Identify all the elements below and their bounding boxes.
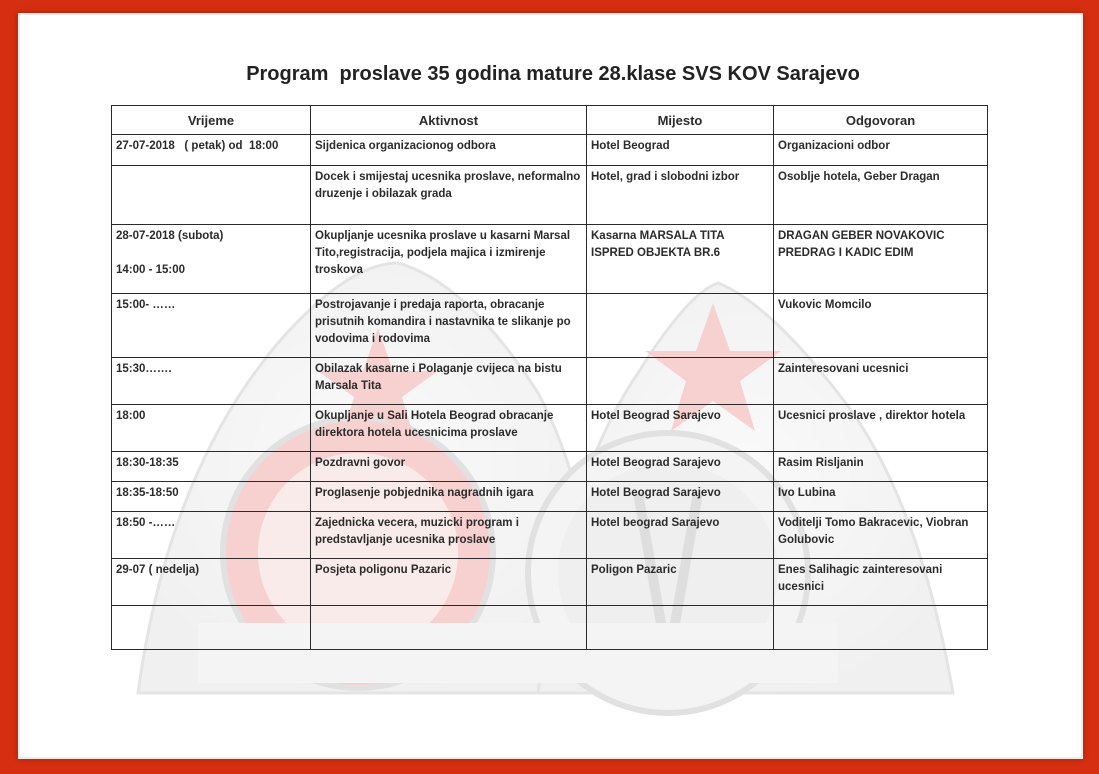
- cell-aktivnost: Postrojavanje i predaja raporta, obracanje prisutnih komandira i nastavnika te slikanje po vodovima i rodovima: [311, 294, 587, 358]
- cell-odgovoran: DRAGAN GEBER NOVAKOVIC PREDRAG I KADIC EDIM: [774, 225, 988, 294]
- cell-odgovoran: Voditelji Tomo Bakracevic, Viobran Golubovic: [774, 512, 988, 559]
- cell-vrijeme: 18:30-18:35: [112, 452, 311, 482]
- cell-mijesto: Hotel beograd Sarajevo: [587, 512, 774, 559]
- column-header-mijesto: Mijesto: [587, 106, 774, 135]
- cell-mijesto: Kasarna MARSALA TITA ISPRED OBJEKTA BR.6: [587, 225, 774, 294]
- cell-vrijeme: 18:35-18:50: [112, 482, 311, 512]
- table-row: [112, 482, 988, 512]
- cell-aktivnost: Obilazak kasarne i Polaganje cvijeca na bistu Marsala Tita: [311, 358, 587, 405]
- cell-aktivnost: Okupljanje ucesnika proslave u kasarni Marsal Tito,registracija, podjela majica i izmirenje troskova: [311, 225, 587, 294]
- table-row: [112, 405, 988, 452]
- cell-mijesto: Hotel Beograd Sarajevo: [587, 452, 774, 482]
- cell-vrijeme: 29-07 ( nedelja): [112, 559, 311, 606]
- cell-odgovoran: Ivo Lubina: [774, 482, 988, 512]
- cell-mijesto: Hotel Beograd Sarajevo: [587, 482, 774, 512]
- cell-odgovoran: Zainteresovani ucesnici: [774, 358, 988, 405]
- cell-vrijeme: 28-07-2018 (subota) 14:00 - 15:00: [112, 225, 311, 294]
- page-title: Program proslave 35 godina mature 28.klase SVS KOV Sarajevo: [246, 63, 860, 85]
- table-row: [112, 135, 988, 166]
- program-table: [111, 105, 988, 650]
- cell-aktivnost: Pozdravni govor: [311, 452, 587, 482]
- table-row: [112, 358, 988, 405]
- table-header-row: [112, 106, 988, 135]
- column-header-odgovoran: Odgovoran: [774, 106, 988, 135]
- cell-odgovoran: Rasim Risljanin: [774, 452, 988, 482]
- cell-aktivnost: Okupljanje u Sali Hotela Beograd obracanje direktora hotela ucesnicima proslave: [311, 405, 587, 452]
- cell-vrijeme: 15:30…….: [112, 358, 311, 405]
- cell-odgovoran: [774, 606, 988, 650]
- cell-odgovoran: Osoblje hotela, Geber Dragan: [774, 166, 988, 225]
- cell-mijesto: Poligon Pazaric: [587, 559, 774, 606]
- table-row: [112, 559, 988, 606]
- cell-aktivnost: [311, 606, 587, 650]
- cell-odgovoran: Enes Salihagic zainteresovani ucesnici: [774, 559, 988, 606]
- cell-vrijeme: 27-07-2018 ( petak) od 18:00: [112, 135, 311, 166]
- table-row: [112, 294, 988, 358]
- cell-aktivnost: Proglasenje pobjednika nagradnih igara: [311, 482, 587, 512]
- table-row: [112, 512, 988, 559]
- cell-mijesto: [587, 294, 774, 358]
- cell-mijesto: Hotel Beograd Sarajevo: [587, 405, 774, 452]
- cell-odgovoran: Vukovic Momcilo: [774, 294, 988, 358]
- cell-vrijeme: 18:50 -……: [112, 512, 311, 559]
- cell-vrijeme: 15:00- ……: [112, 294, 311, 358]
- table-row: [112, 452, 988, 482]
- table-row: [112, 225, 988, 294]
- cell-mijesto: [587, 606, 774, 650]
- cell-aktivnost: Posjeta poligonu Pazaric: [311, 559, 587, 606]
- cell-vrijeme: [112, 166, 311, 225]
- cell-mijesto: [587, 358, 774, 405]
- cell-odgovoran: Ucesnici proslave , direktor hotela: [774, 405, 988, 452]
- cell-vrijeme: [112, 606, 311, 650]
- document-page: [18, 13, 1083, 759]
- table-row: [112, 606, 988, 650]
- table-row: [112, 166, 988, 225]
- cell-mijesto: Hotel Beograd: [587, 135, 774, 166]
- cell-vrijeme: 18:00: [112, 405, 311, 452]
- column-header-aktivnost: Aktivnost: [311, 106, 587, 135]
- cell-mijesto: Hotel, grad i slobodni izbor: [587, 166, 774, 225]
- cell-aktivnost: Docek i smijestaj ucesnika proslave, neformalno druzenje i obilazak grada: [311, 166, 587, 225]
- column-header-vrijeme: Vrijeme: [112, 106, 311, 135]
- cell-aktivnost: Sijdenica organizacionog odbora: [311, 135, 587, 166]
- cell-odgovoran: Organizacioni odbor: [774, 135, 988, 166]
- cell-aktivnost: Zajednicka vecera, muzicki program i predstavljanje ucesnika proslave: [311, 512, 587, 559]
